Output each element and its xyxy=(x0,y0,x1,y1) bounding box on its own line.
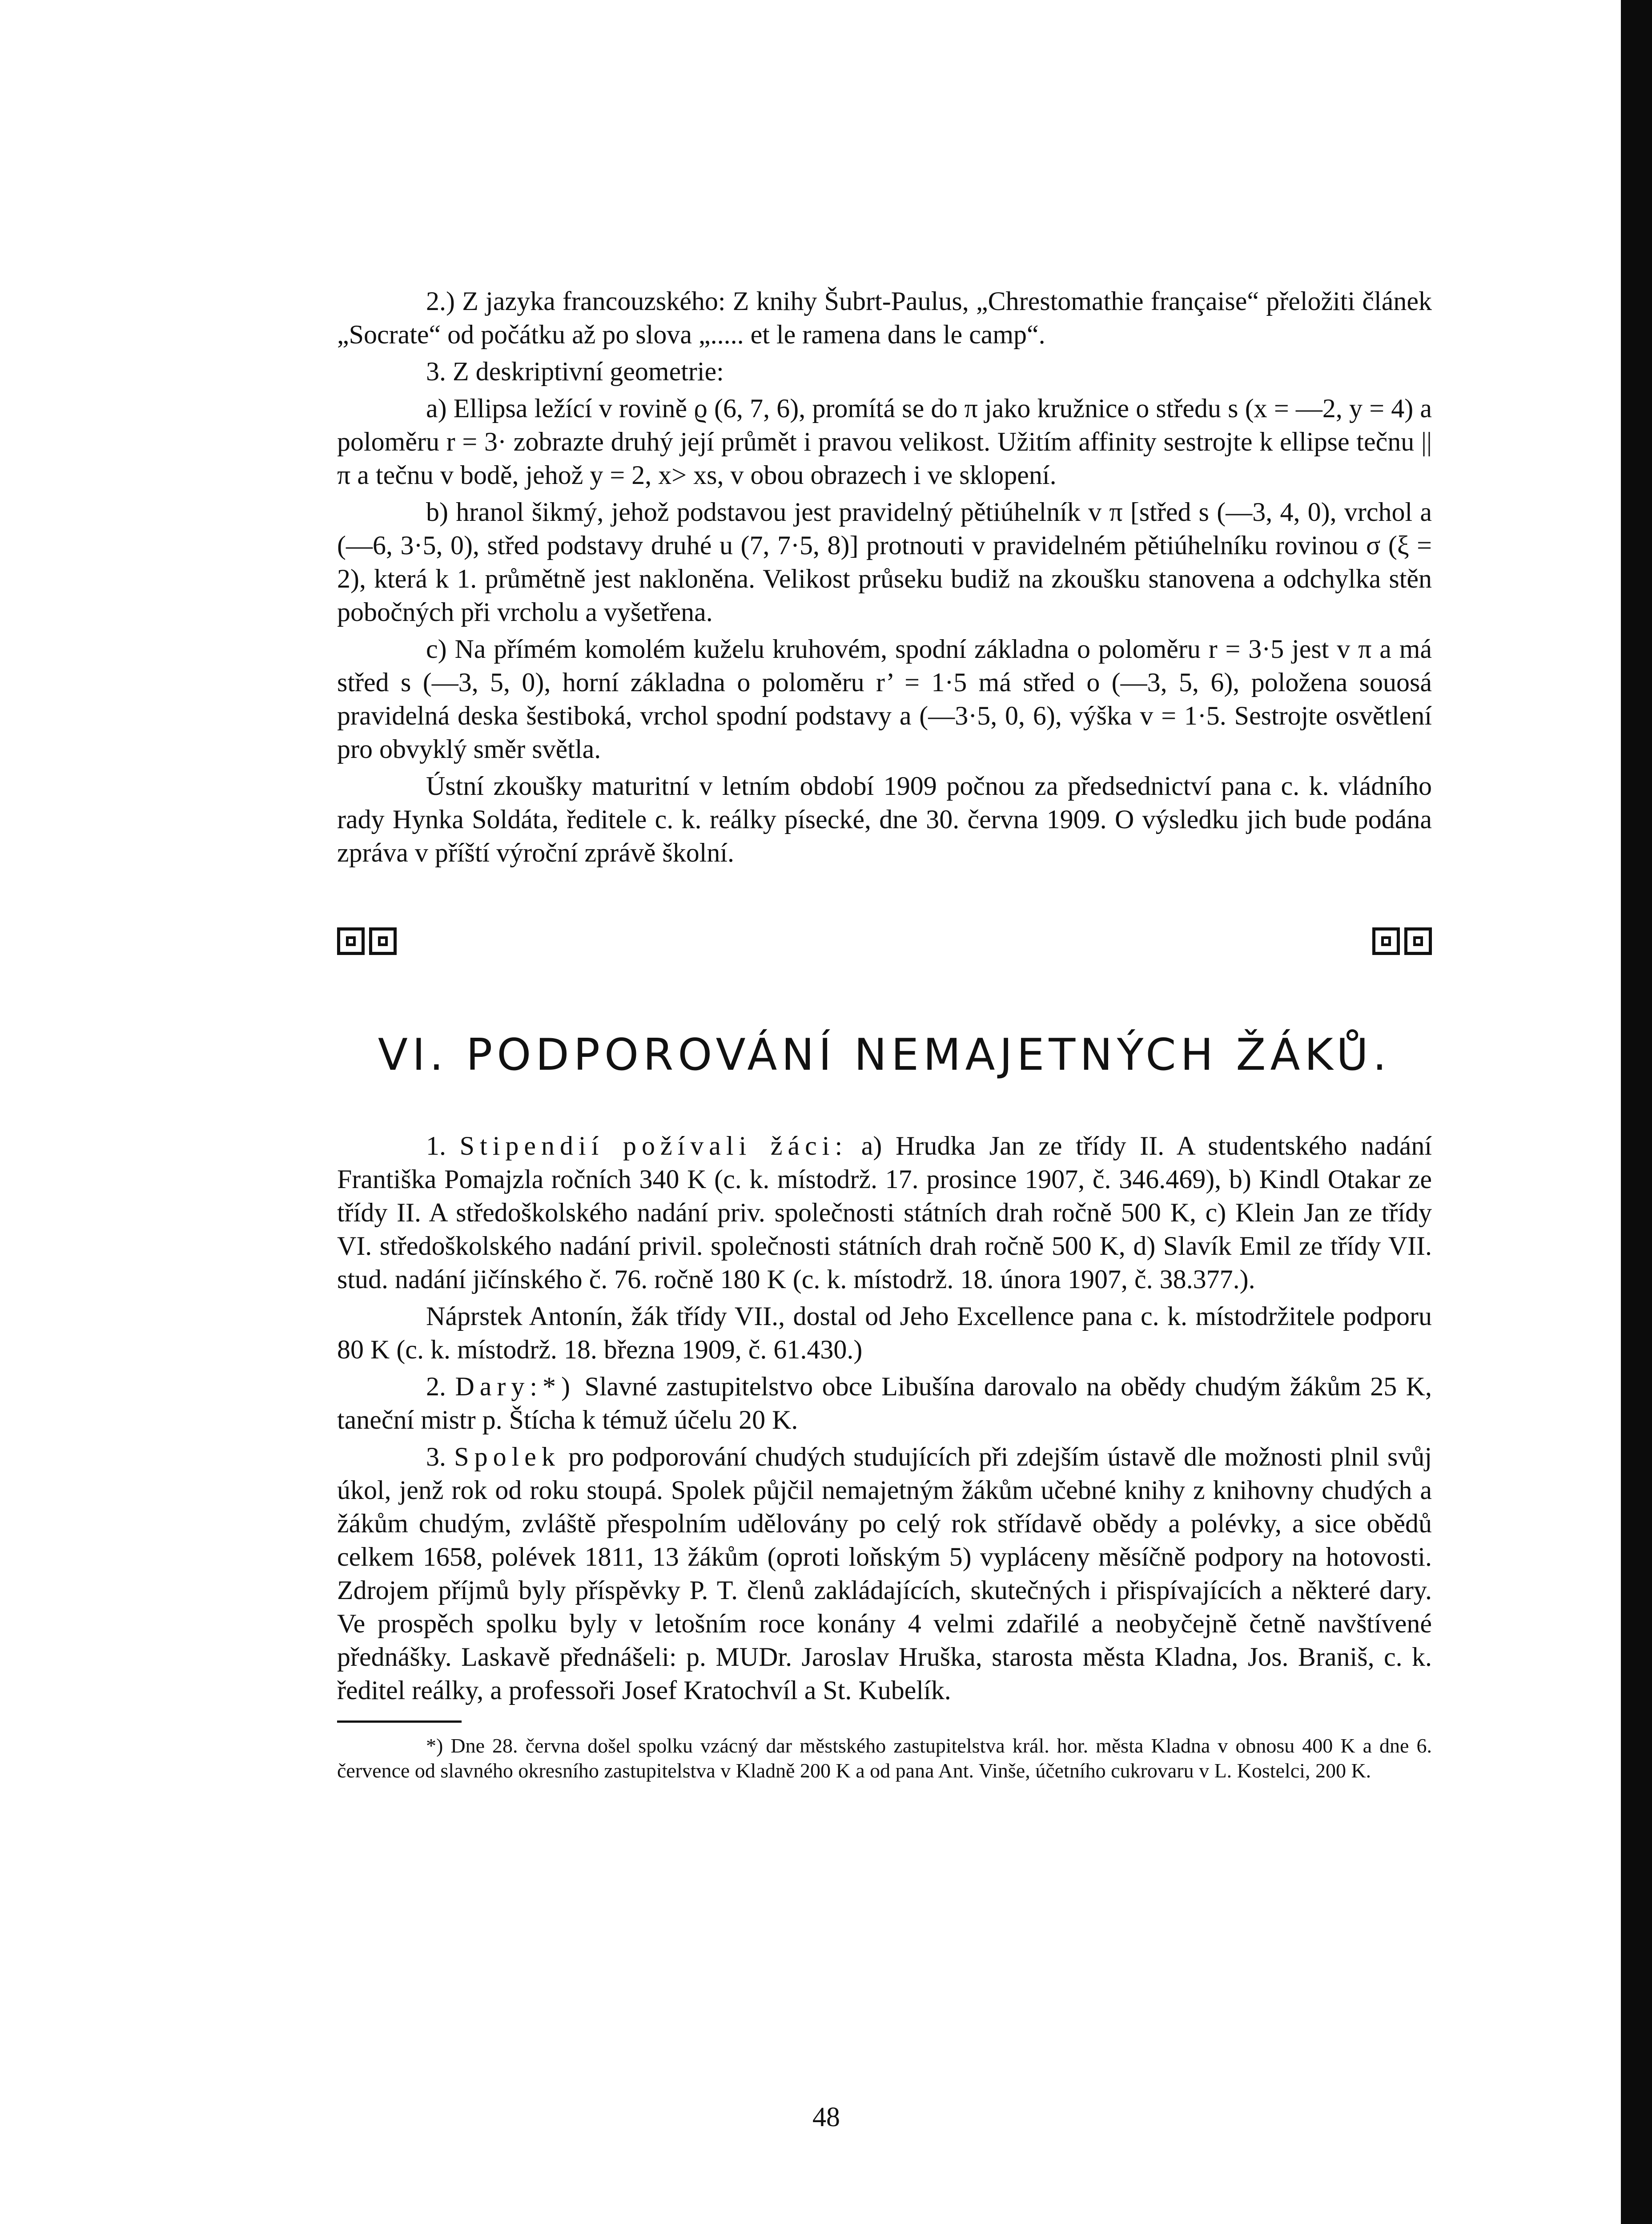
spaced-lead: Dary:*) xyxy=(455,1372,576,1401)
paragraph-geometry-heading: 3. Z deskriptivní geometrie: xyxy=(426,357,724,386)
paragraph-number: 1. xyxy=(426,1131,460,1160)
footnote-divider xyxy=(337,1720,462,1723)
paragraph-society xyxy=(337,1440,1432,1707)
paragraph-geometry-c: c) Na přímém komolém kuželu kruhovém, spodní základna o poloměru r = 3·5 jest v π a má střed s (—3, 5, 0), horní základna o poloměru r’ = 1·5 má střed o (—3, 5, 6), položena souosá pravidelná deska šestiboká, vrchol spodní podstavy a (—3·5, 0, 6), výška v = 1·5. Sestrojte osvětlení pro obvyklý směr světla. xyxy=(337,634,1432,764)
paragraph-geometry-a: a) Ellipsa ležící v rovině ϱ (6, 7, 6), promítá se do π jako kružnice o středu s (x = —2, y = 4) a poloměru r = 3· zobrazte druhý její průmět i pravou velikost. Užitím affinity sestrojte k ellipse tečnu || π a tečnu v bodě, jehož y = 2, x> xs, v obou obrazech i ve sklopení. xyxy=(337,394,1432,490)
paragraph-text: Slavné zastupitelstvo obce Libušína darovalo na obědy chudým žákům 25 K, taneční mistr p. Štícha k témuž účelu 20 K. xyxy=(337,1372,1432,1434)
ornament-row xyxy=(337,927,1432,963)
square-ornament-icon xyxy=(369,927,397,955)
paragraph-number: 2. xyxy=(426,1372,455,1401)
paragraph-text: a) Hrudka Jan ze třídy II. A studentského nadání Františka Pomajzla ročních 340 K (c. k. místodrž. 17. prosince 1907, č. 346.469), b) Kindl Otakar ze třídy II. A středoškolského nadání priv. společnosti státních drah ročně 500 K, c) Klein Jan ze třídy VI. středoškolského nadání privil. společnosti státních drah ročně 500 K, d) Slavík Emil ze třídy VII. stud. nadání jičínského č. 76. ročně 180 K (c. k. místodrž. 18. února 1907, č. 38.377.). xyxy=(337,1131,1432,1294)
paragraph-geometry-b: b) hranol šikmý, jehož podstavou jest pravidelný pětiúhelník v π [střed s (—3, 4, 0), vrchol a (—6, 3·5, 0), střed podstavy druhé u (7, 7·5, 8)] protnouti v pravidelném pětiúhelníku rovinou σ (ξ = 2), která k 1. průmětně jest nakloněna. Velikost průseku budiž na zkoušku stanovena a odchylka stěn pobočných při vrcholu a vyšetřena. xyxy=(337,497,1432,627)
page-number: 48 xyxy=(812,2102,840,2132)
ornament-left xyxy=(337,927,397,955)
scan-edge-right xyxy=(1621,0,1652,2224)
paragraph-gifts xyxy=(337,1370,1432,1437)
spaced-lead: Stipendií požívali žáci: xyxy=(459,1131,848,1160)
section-heading: VI. PODPOROVÁNÍ NEMAJETNÝCH ŽÁKŮ. xyxy=(378,1030,1391,1080)
paragraph-text: pro podporování chudých studujících při zdejším ústavě dle možnosti plnil svůj úkol, jenž rok od roku stoupá. Spolek půjčil nemajetným žákům učebné knihy z knihovny chudých a žákům chudým, zvláště přespolním udělovány po celý rok střídavě obědy a polévky, a sice obědů celkem 1658, polévek 1811, 13 žákům (oproti loňským 5) vypláceny měsíčně podpory na hotovosti. Zdrojem příjmů byly příspěvky P. T. členů zakládajících, skutečných i přispívajících a některé dary. Ve prospěch spolku byly v letošním roce konány 4 velmi zdařilé a neobyčejně četně navštívené přednášky. Laskavě přednášeli: p. MUDr. Jaroslav Hruška, starosta města Kladna, Jos. Braniš, c. k. ředitel reálky, a professoři Josef Kratochvíl a St. Kubelík. xyxy=(337,1442,1432,1705)
paragraph-oral-exams: Ústní zkoušky maturitní v letním období 1909 počnou za předsednictví pana c. k. vládního rady Hynka Soldáta, ředitele c. k. reálky písecké, dne 30. června 1909. O výsledku jich bude podána zpráva v příští výroční zprávě školní. xyxy=(337,771,1432,867)
paragraph-number: 3. xyxy=(426,1442,454,1471)
paragraph-french-task: 2.) Z jazyka francouzského: Z knihy Šubrt-Paulus, „Chrestomathie française“ přeložiti článek „Socrate“ od počátku až po slova „..... et le ramena dans le camp“. xyxy=(337,286,1432,349)
square-ornament-icon xyxy=(1404,927,1432,955)
footnote: *) Dne 28. června došel spolku vzácný dar městského zastupitelstva král. hor. města Kladna v obnosu 400 K a dne 6. července od slavného okresního zastupitelstva v Kladně 200 K a od pana Ant. Vinše, účetního cukrovaru v L. Kostelci, 200 K. xyxy=(337,1734,1432,1782)
paragraph-stipends xyxy=(337,1129,1432,1296)
square-ornament-icon xyxy=(337,927,365,955)
square-ornament-icon xyxy=(1372,927,1400,955)
spaced-lead: Spolek xyxy=(454,1442,560,1471)
paragraph-naprstek: Náprstek Antonín, žák třídy VII., dostal od Jeho Excellence pana c. k. místodržitele podporu 80 K (c. k. místodrž. 18. března 1909, č. 61.430.) xyxy=(337,1301,1432,1364)
page-content xyxy=(337,285,1432,1783)
ornament-right xyxy=(1372,927,1432,955)
